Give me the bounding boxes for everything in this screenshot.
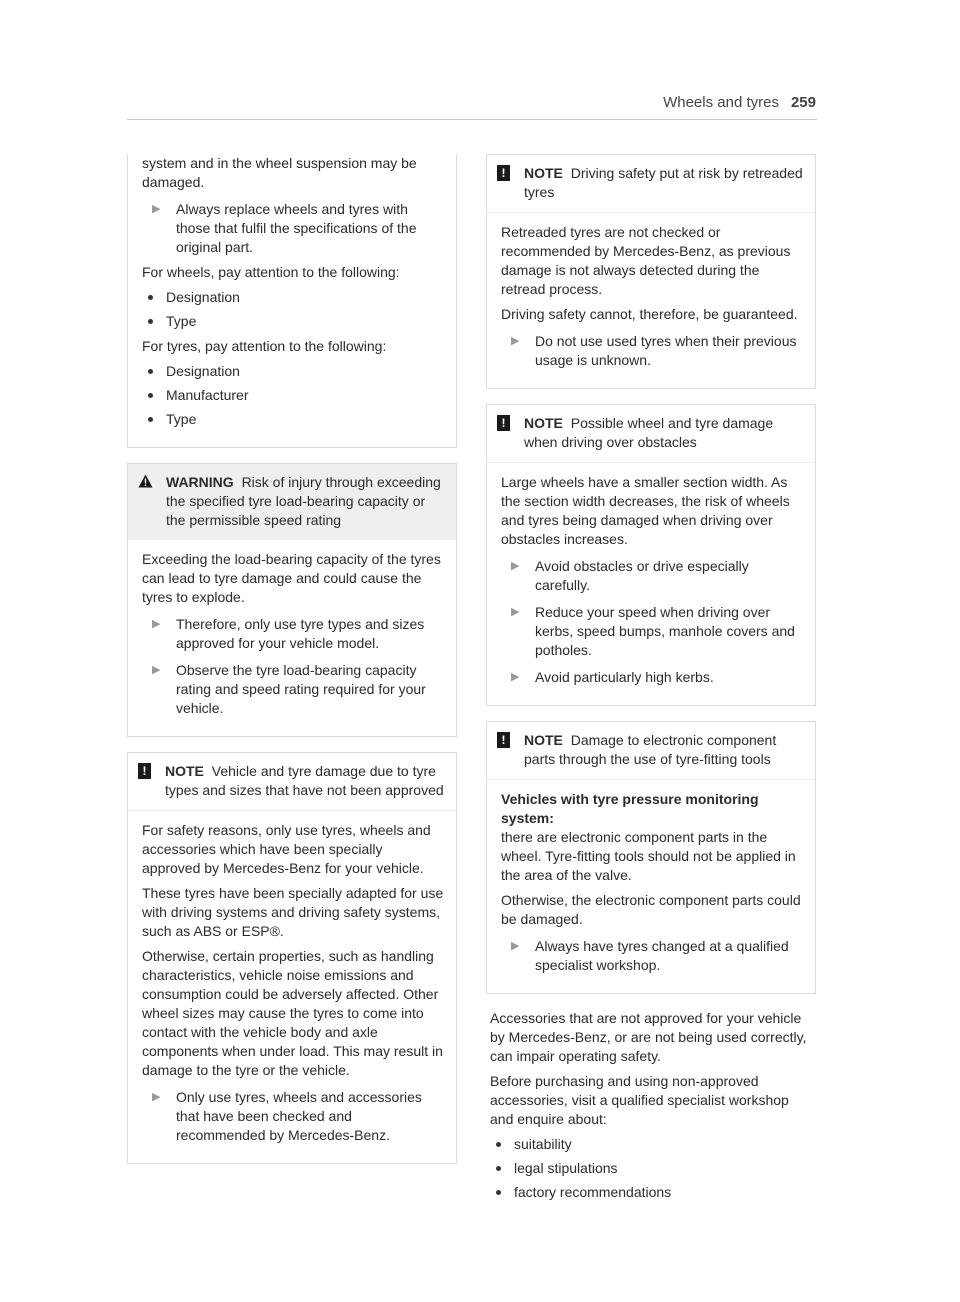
action-step: ▶ Do not use used tyres when their previous usage is unknown. [511, 333, 797, 368]
bullet-icon [148, 369, 153, 374]
paragraph: For wheels, pay attention to the following: [142, 264, 400, 280]
body-text [486, 1009, 816, 1202]
arrow-icon: ▶ [511, 606, 520, 618]
paragraph: Driving safety cannot, therefore, be guaranteed. [501, 306, 798, 322]
arrow-icon: ▶ [511, 560, 520, 572]
note-title: Driving safety put at risk by retreaded tyres [524, 165, 803, 200]
exclamation-icon: ! [138, 763, 151, 779]
paragraph: For tyres, pay attention to the following: [142, 338, 387, 354]
note-header [487, 405, 815, 462]
arrow-icon: ▶ [152, 1091, 161, 1103]
note-label: NOTE [524, 732, 563, 748]
note-box [127, 752, 457, 1164]
page-number: 259 [790, 94, 816, 111]
bullet-icon [496, 1190, 501, 1195]
continued-box [127, 154, 457, 448]
list-item: legal stipulations [490, 1159, 812, 1178]
warning-triangle-icon [138, 474, 152, 490]
paragraph: Retreaded tyres are not checked or recommended by Mercedes-Benz, as previous damage is not always detected during the retread process. [501, 224, 791, 297]
list-item: Designation [142, 288, 444, 307]
paragraph: system and in the wheel suspension may be damaged. [142, 155, 417, 190]
action-step: ▶ Reduce your speed when driving over kerbs, speed bumps, manhole covers and potholes. [511, 604, 795, 658]
note-header [128, 753, 456, 810]
arrow-icon: ▶ [152, 203, 161, 215]
section-title: Wheels and tyres [663, 94, 779, 111]
arrow-icon: ▶ [152, 618, 161, 630]
action-step: ▶ Always replace wheels and tyres with those that fulfil the specifications of the original part. [152, 201, 417, 255]
action-step: ▶ Always have tyres changed at a qualified specialist workshop. [511, 938, 789, 973]
list-item: Designation [142, 362, 444, 381]
warning-label: WARNING [166, 474, 234, 490]
paragraph: there are electronic component parts in the wheel. Tyre-fitting tools should not be applied in the area of the valve. [501, 829, 796, 883]
bullet-icon [148, 319, 153, 324]
enquiry-list [490, 1135, 812, 1202]
list-item: suitability [490, 1135, 812, 1154]
bullet-icon [496, 1166, 501, 1171]
list-item: Type [142, 312, 444, 331]
exclamation-icon: ! [497, 415, 510, 431]
paragraph: Otherwise, certain properties, such as handling characteristics, vehicle noise emissions and consumption could be adversely affected. Other wheel sizes may cause the tyres to come into contact with the vehicle body and axle components when under load. This may result in damage to the tyre or the vehicle. [142, 948, 443, 1078]
warning-title: Risk of injury through exceeding the specified tyre load-bearing capacity or the permissible speed rating [166, 474, 441, 528]
note-title: Damage to electronic component parts through the use of tyre-fitting tools [524, 732, 777, 767]
paragraph: Exceeding the load-bearing capacity of the tyres can lead to tyre damage and could cause the tyres to explode. [142, 551, 441, 605]
page-header [663, 93, 816, 112]
action-step: ▶ Observe the tyre load-bearing capacity rating and speed rating required for your vehicle. [152, 662, 426, 716]
arrow-icon: ▶ [152, 664, 161, 676]
bullet-icon [148, 417, 153, 422]
paragraph: These tyres have been specially adapted for use with driving systems and driving safety systems, such as ABS or ESP®. [142, 885, 444, 939]
warning-header [128, 464, 456, 540]
note-label: NOTE [524, 415, 563, 431]
note-label: NOTE [165, 763, 204, 779]
note-header [487, 155, 815, 212]
arrow-icon: ▶ [511, 940, 520, 952]
action-step: ▶ Avoid obstacles or drive especially carefully. [511, 558, 749, 593]
arrow-icon: ▶ [511, 335, 520, 347]
bullet-icon [148, 295, 153, 300]
exclamation-icon: ! [497, 732, 510, 748]
paragraph: Large wheels have a smaller section width. As the section width decreases, the risk of wheels and tyres being damaged when driving over obstacles increases. [501, 474, 790, 547]
arrow-icon: ▶ [511, 671, 520, 683]
action-step: ▶ Avoid particularly high kerbs. [511, 669, 714, 685]
header-divider [127, 119, 817, 120]
note-header [487, 722, 815, 779]
action-step: ▶ Therefore, only use tyre types and sizes approved for your vehicle model. [152, 616, 425, 651]
note-label: NOTE [524, 165, 563, 181]
note-box [486, 404, 816, 706]
action-step: ▶ Only use tyres, wheels and accessories that have been checked and recommended by Mercedes-Benz. [152, 1089, 422, 1143]
right-column [486, 154, 816, 1208]
bullet-icon [148, 393, 153, 398]
note-box [486, 154, 816, 389]
list-item: factory recommendations [490, 1183, 812, 1202]
bullet-icon [496, 1142, 501, 1147]
list-item: Type [142, 410, 444, 429]
note-title: Vehicle and tyre damage due to tyre types and sizes that have not been approved [165, 763, 444, 798]
note-title: Possible wheel and tyre damage when driving over obstacles [524, 415, 774, 450]
exclamation-icon: ! [497, 165, 510, 181]
paragraph: For safety reasons, only use tyres, wheels and accessories which have been specially approved by Mercedes-Benz for your vehicle. [142, 822, 431, 876]
paragraph: Accessories that are not approved for your vehicle by Mercedes-Benz, or are not being used correctly, can impair operating safety. [490, 1010, 807, 1064]
warning-box [127, 463, 457, 737]
paragraph: Before purchasing and using non-approved accessories, visit a qualified specialist workshop and enquire about: [490, 1073, 789, 1127]
subheading: Vehicles with tyre pressure monitoring system: [501, 791, 759, 826]
wheels-list [142, 288, 444, 331]
list-item: Manufacturer [142, 386, 444, 405]
note-box [486, 721, 816, 994]
tyres-list [142, 362, 444, 429]
left-column [127, 154, 457, 1179]
paragraph: Otherwise, the electronic component parts could be damaged. [501, 892, 801, 927]
